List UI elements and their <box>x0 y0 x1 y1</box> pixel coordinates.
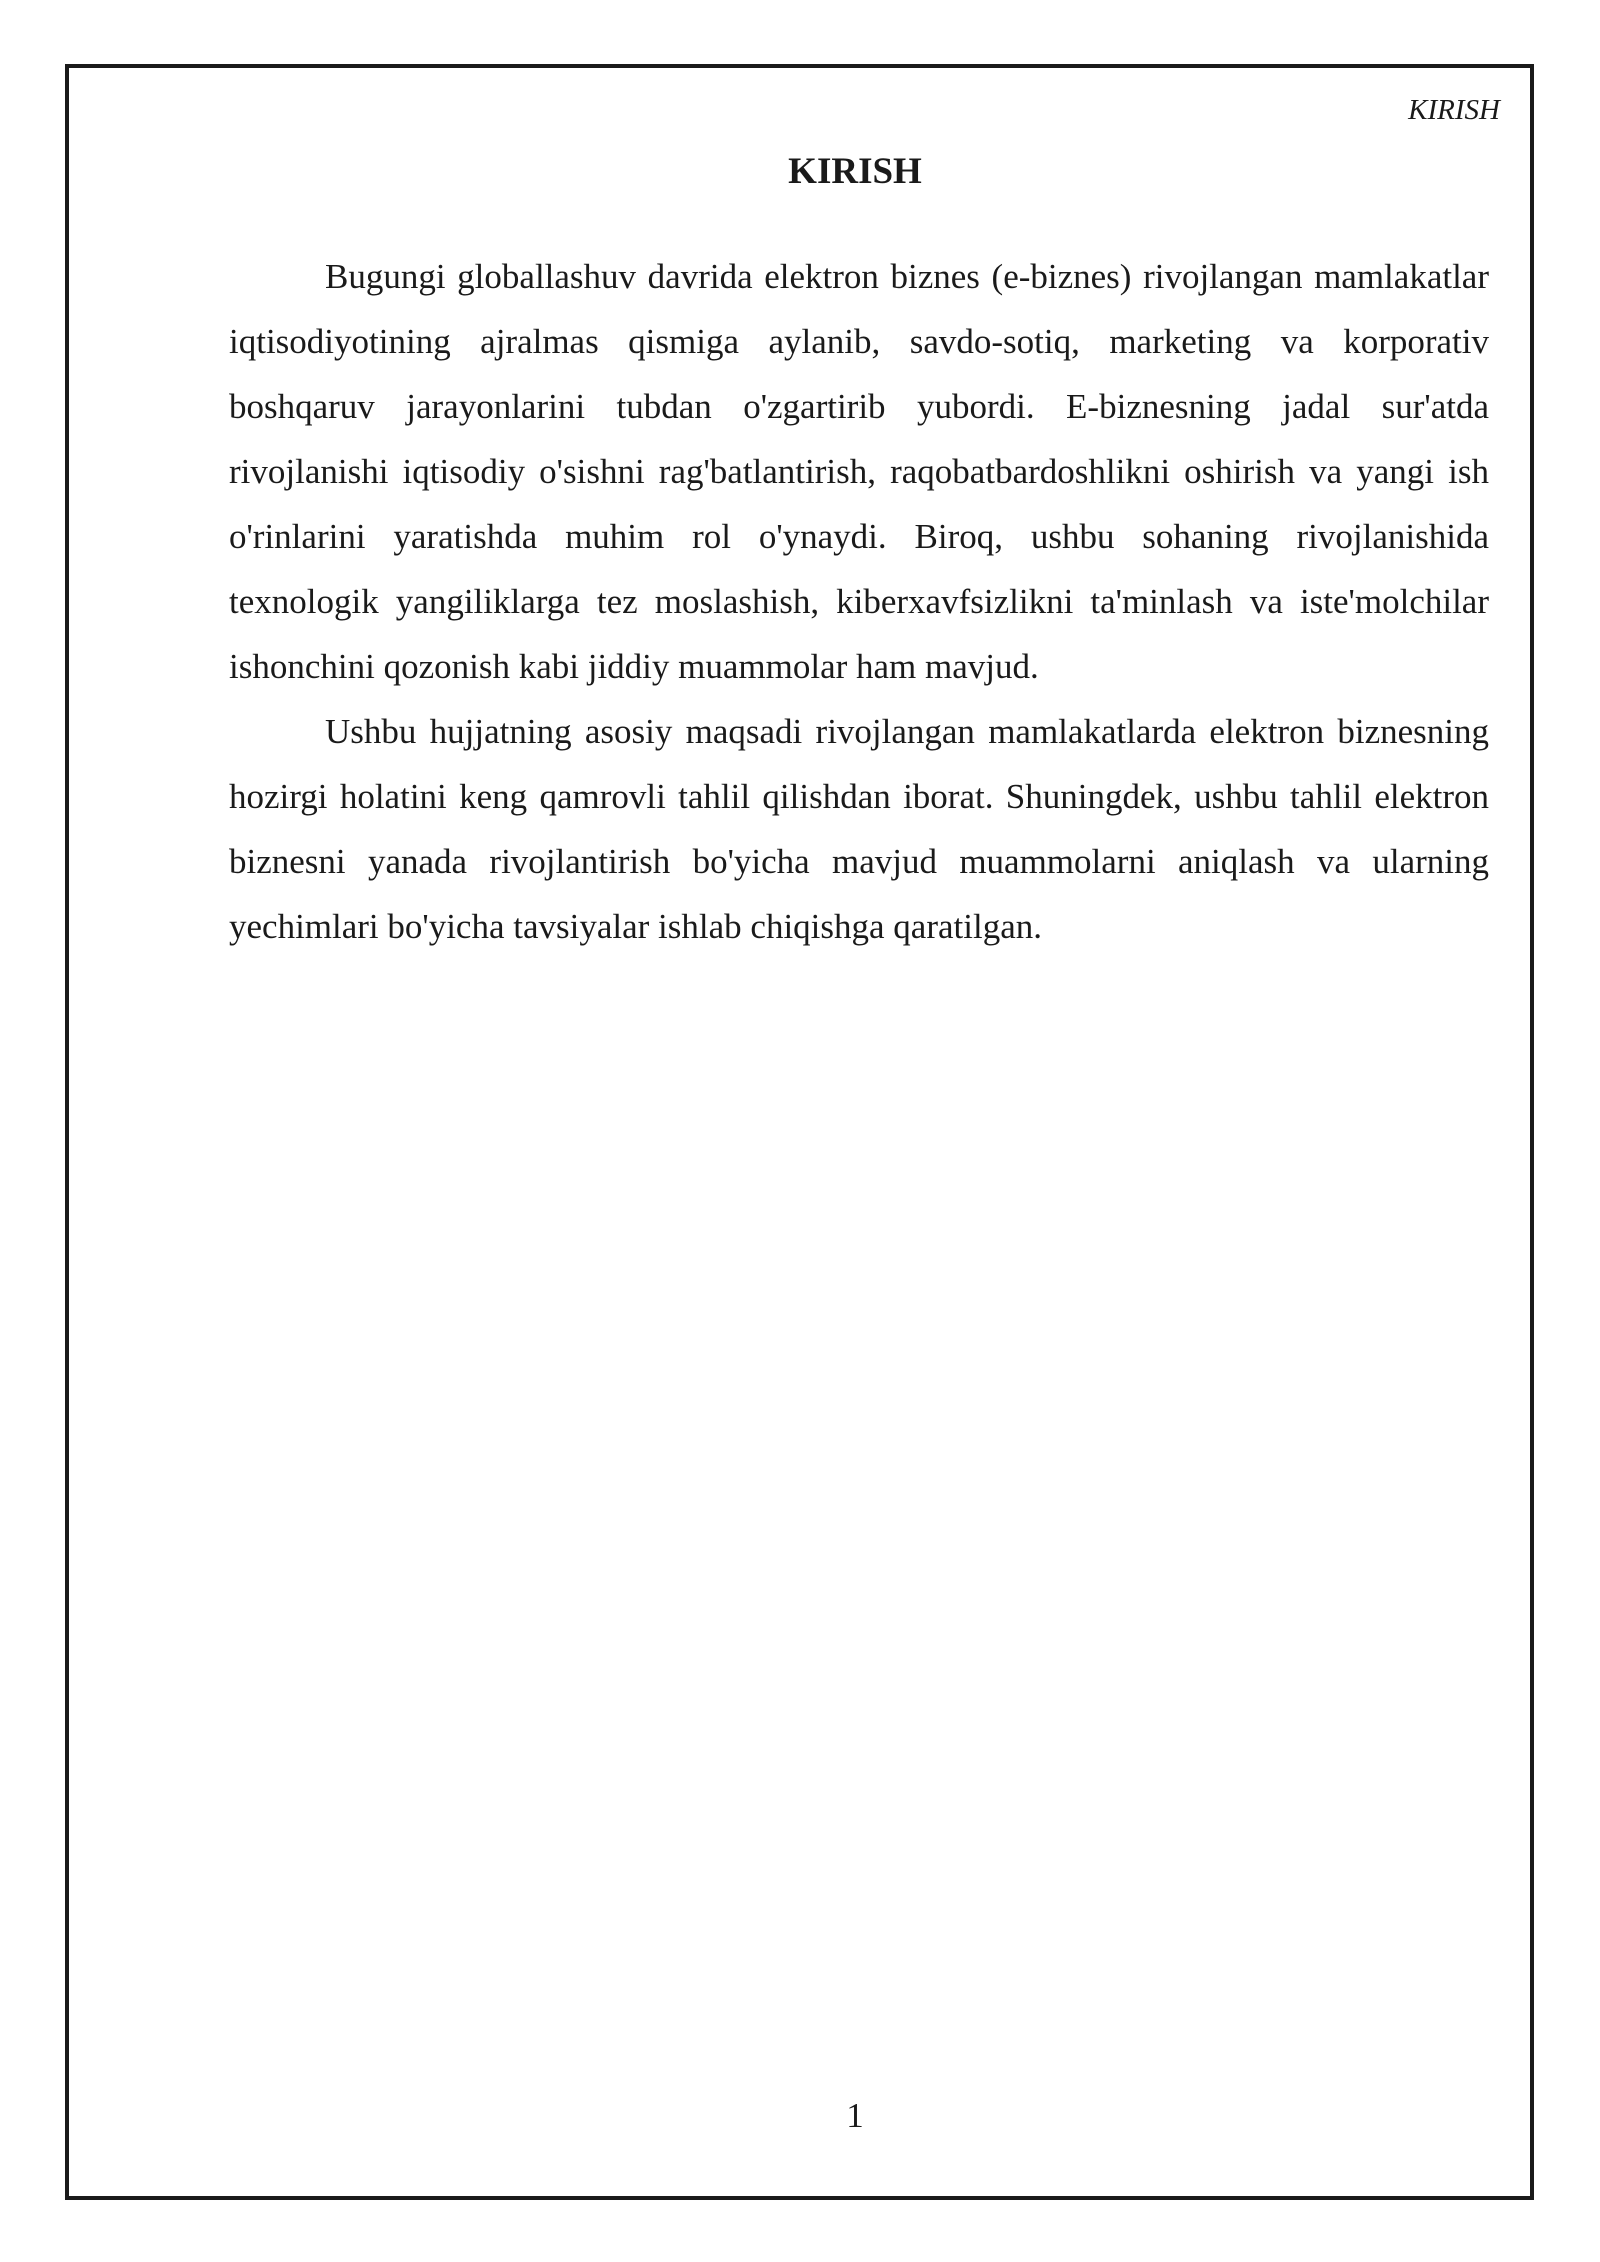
page-number: 1 <box>846 2096 864 2135</box>
running-header: KIRISH <box>1408 94 1500 126</box>
paragraph: Ushbu hujjatning asosiy maqsadi rivojlangan mamlakatlarda elektron biznesning hozirgi holatini keng qamrovli tahlil qilishdan iborat. Shuningdek, ushbu tahlil elektron biznesni yanada rivojlantirish bo'yicha mavjud muammolarni aniqlash va ularning yechimlari bo'yicha tavsiyalar ishlab chiqishga qaratilgan. <box>229 712 1489 946</box>
document-body <box>229 244 1489 959</box>
paragraph: Bugungi globallashuv davrida elektron biznes (e-biznes) rivojlangan mamlakatlar iqtisodiyotining ajralmas qismiga aylanib, savdo-sotiq, marketing va korporativ boshqaruv jarayonlarini tubdan o'zgartirib yubordi. E-biznesning jadal sur'atda rivojlanishi iqtisodiy o'sishni rag'batlantirish, raqobatbardoshlikni oshirish va yangi ish o'rinlarini yaratishda muhim rol o'ynaydi. Biroq, ushbu sohaning rivojlanishida texnologik yangiliklarga tez moslashish, kiberxavfsizlikni ta'minlash va iste'molchilar ishonchini qozonish kabi jiddiy muammolar ham mavjud. <box>229 257 1489 686</box>
page-title: KIRISH <box>788 151 922 192</box>
